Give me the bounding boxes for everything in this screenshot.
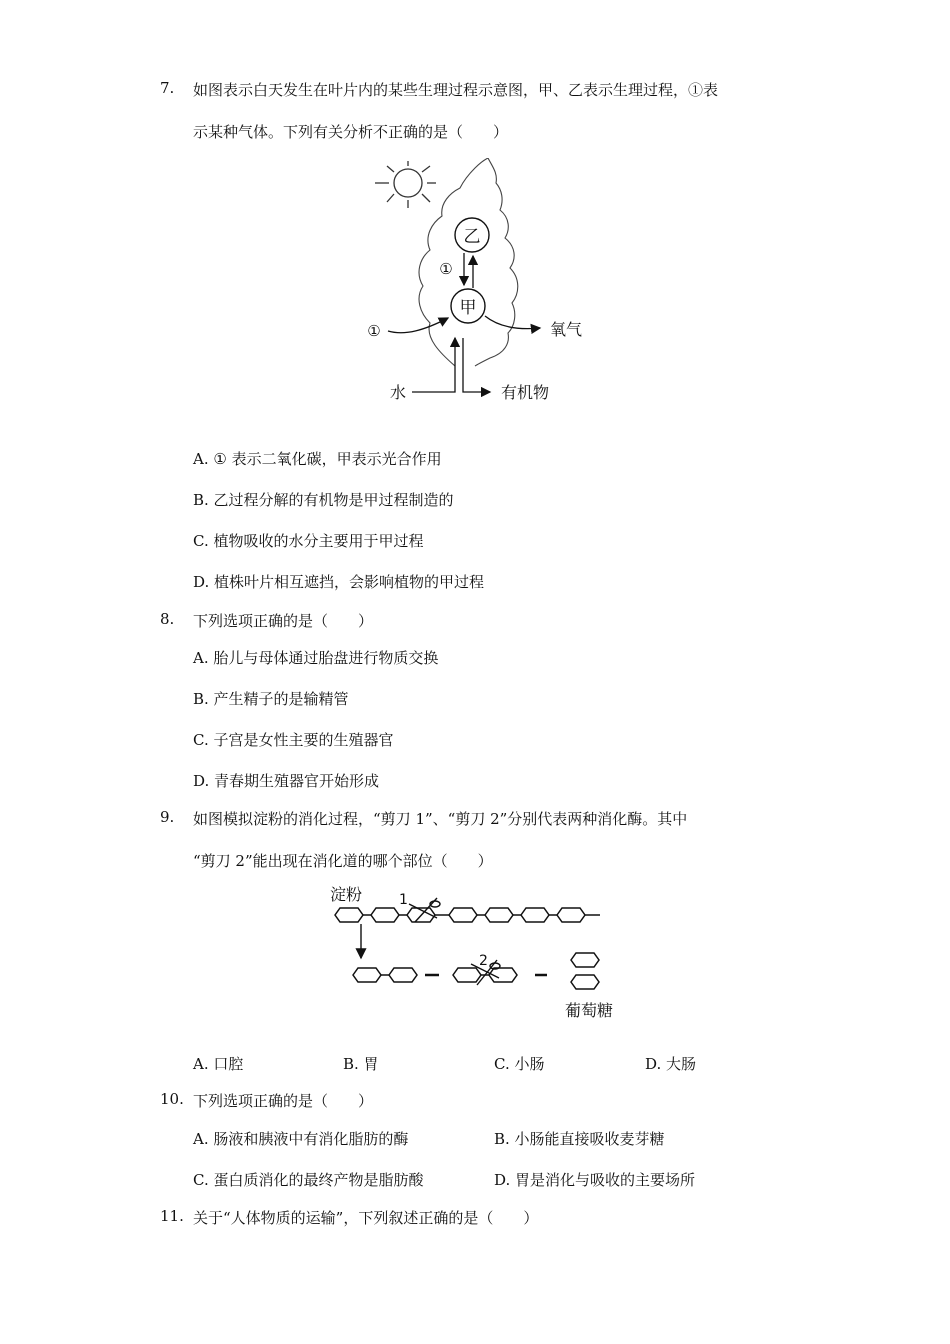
question-10-option-b: B. 小肠能直接吸收麦芽糖	[494, 1130, 665, 1148]
question-9-option-d: D. 大肠	[645, 1055, 697, 1073]
sun-icon	[375, 161, 436, 208]
question-11-stem: 关于“人体物质的运输”，下列叙述正确的是（ ）	[193, 1209, 539, 1227]
starch-chain	[335, 908, 600, 922]
question-8-option-c: C. 子宫是女性主要的生殖器官	[193, 731, 394, 749]
question-7-number: 7.	[160, 79, 175, 97]
leaf-process-diagram	[360, 158, 590, 408]
question-8-option-b: B. 产生精子的是输精管	[193, 690, 349, 708]
oxygen-label: 氧气	[549, 320, 583, 339]
leaf-outline	[419, 158, 518, 366]
question-10-stem: 下列选项正确的是（ ）	[193, 1092, 374, 1110]
question-8-option-a: A. 胎儿与母体通过胎盘进行物质交换	[193, 649, 439, 667]
water-label: 水	[389, 383, 407, 402]
question-7-option-a: A. ① 表示二氧化碳，甲表示光合作用	[193, 450, 442, 468]
organic-matter-label: 有机物	[500, 383, 550, 402]
question-7-option-c: C. 植物吸收的水分主要用于甲过程	[193, 532, 424, 550]
question-9-stem-line2: “剪刀 2”能出现在消化道的哪个部位（ ）	[193, 852, 493, 870]
question-10-number: 10.	[160, 1090, 184, 1108]
question-7-option-d: D. 植株叶片相互遮挡，会影响植物的甲过程	[193, 573, 485, 591]
question-8-number: 8.	[160, 610, 175, 628]
scissor-2-label: 2	[479, 953, 488, 969]
question-10-option-d: D. 胃是消化与吸收的主要场所	[494, 1171, 696, 1189]
process-jia-label: 甲	[459, 298, 477, 318]
scissor-1-label: 1	[399, 892, 408, 908]
question-9-option-b: B. 胃	[343, 1055, 379, 1073]
gas-label-left: ①	[367, 322, 381, 340]
question-8-stem: 下列选项正确的是（ ）	[193, 612, 374, 630]
question-9-option-a: A. 口腔	[193, 1055, 244, 1073]
scissor-1-icon	[409, 898, 440, 922]
question-9-stem-line1: 如图模拟淀粉的消化过程，“剪刀 1”、“剪刀 2”分别代表两种消化酶。其中	[193, 810, 688, 828]
question-9-number: 9.	[160, 808, 175, 826]
question-7-stem-line1: 如图表示白天发生在叶片内的某些生理过程示意图，甲、乙表示生理过程，①表	[193, 81, 719, 99]
question-7-option-b: B. 乙过程分解的有机物是甲过程制造的	[193, 491, 454, 509]
maltose-chain	[353, 953, 599, 989]
process-yi-label: 乙	[463, 227, 481, 247]
starch-label: 淀粉	[330, 885, 363, 904]
question-9-option-c: C. 小肠	[494, 1055, 545, 1073]
starch-digestion-diagram	[325, 880, 625, 1025]
gas-label-mid: ①	[439, 260, 453, 278]
question-11-number: 11.	[160, 1207, 184, 1225]
question-10-option-c: C. 蛋白质消化的最终产物是脂肪酸	[193, 1171, 424, 1189]
question-10-option-a: A. 肠液和胰液中有消化脂肪的酶	[193, 1130, 409, 1148]
question-7-stem-line2: 示某种气体。下列有关分析不正确的是（ ）	[193, 123, 509, 141]
glucose-label: 葡萄糖	[565, 1001, 614, 1020]
question-8-option-d: D. 青春期生殖器官开始形成	[193, 772, 380, 790]
